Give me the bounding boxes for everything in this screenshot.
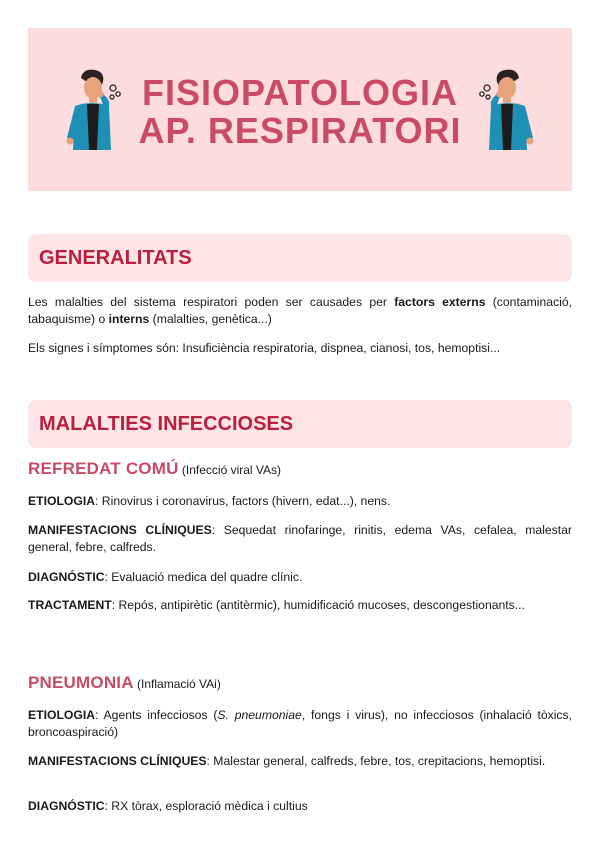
field-text: : Evaluació medica del quadre clínic. bbox=[104, 570, 303, 584]
generalitats-paragraph-1 bbox=[28, 294, 572, 328]
pneumonia-etiologia bbox=[28, 707, 572, 741]
field-label: MANIFESTACIONS CLÍNIQUES bbox=[28, 523, 212, 537]
subsection-pneumonia bbox=[28, 673, 221, 693]
coughing-person-icon bbox=[479, 66, 539, 152]
field-text: : Sequedat rinofaringe, rinitis, edema VAs, cefalea, malestar general, febre, calfreds. bbox=[28, 523, 572, 554]
section-generalitats bbox=[28, 234, 572, 282]
section-malalties-infeccioses bbox=[28, 400, 572, 448]
field-label: MANIFESTACIONS CLÍNIQUES bbox=[28, 754, 207, 768]
field-text: , fongs i virus), no infecciosos (inhalació tòxics, broncoaspiració) bbox=[28, 708, 572, 739]
pneumonia-manifestacions bbox=[28, 753, 572, 770]
refredat-tractament bbox=[28, 597, 572, 614]
field-text: : Malestar general, calfreds, febre, tos, crepitacions, hemoptisi. bbox=[206, 754, 546, 768]
section-heading: MALALTIES INFECCIOSES bbox=[39, 413, 294, 435]
text-run: Les malalties del sistema respiratori poden ser causades per bbox=[28, 295, 395, 309]
generalitats-paragraph-2: Els signes i símptomes són: Insuficiència respiratoria, dispnea, cianosi, tos, hemoptisi... bbox=[28, 341, 501, 355]
field-label: DIAGNÓSTIC bbox=[28, 799, 105, 813]
field-label: ETIOLOGIA bbox=[28, 494, 96, 508]
header-banner bbox=[28, 28, 572, 191]
subsection-note: (Inflamació VAi) bbox=[133, 677, 221, 691]
subsection-note: (Infecció viral VAs) bbox=[178, 463, 282, 477]
italic-species: S. pneumoniae bbox=[217, 708, 302, 722]
bold-term: interns bbox=[108, 312, 150, 326]
field-label: TRACTAMENT bbox=[28, 598, 112, 612]
text-run: (contaminació, tabaquisme) o bbox=[28, 295, 572, 326]
subsection-refredat-comu bbox=[28, 459, 281, 479]
title-line-1: FISIOPATOLOGIA bbox=[141, 72, 458, 113]
refredat-manifestacions bbox=[28, 522, 572, 556]
refredat-diagnostic bbox=[28, 569, 572, 586]
refredat-etiologia bbox=[28, 493, 572, 510]
field-label: DIAGNÓSTIC bbox=[28, 570, 105, 584]
title-line-2: AP. RESPIRATORI bbox=[138, 110, 462, 151]
field-label: ETIOLOGIA bbox=[28, 708, 96, 722]
bold-term: factors externs bbox=[394, 295, 486, 309]
subsection-title: PNEUMONIA bbox=[28, 673, 134, 692]
field-text: : Rinovirus i coronavirus, factors (hivern, edat...), nens. bbox=[95, 494, 391, 508]
field-text: : Agents infecciosos ( bbox=[95, 708, 218, 722]
field-text: : Repós, antipirètic (antitèrmic), humidificació mucoses, descongestionants... bbox=[111, 598, 525, 612]
field-text: : RX tòrax, esploració mèdica i cultius bbox=[104, 799, 308, 813]
text-run: (malalties, genètica...) bbox=[149, 312, 272, 326]
pneumonia-diagnostic bbox=[28, 798, 572, 815]
section-heading: GENERALITATS bbox=[39, 247, 192, 269]
subsection-title: REFREDAT COMÚ bbox=[28, 459, 179, 478]
